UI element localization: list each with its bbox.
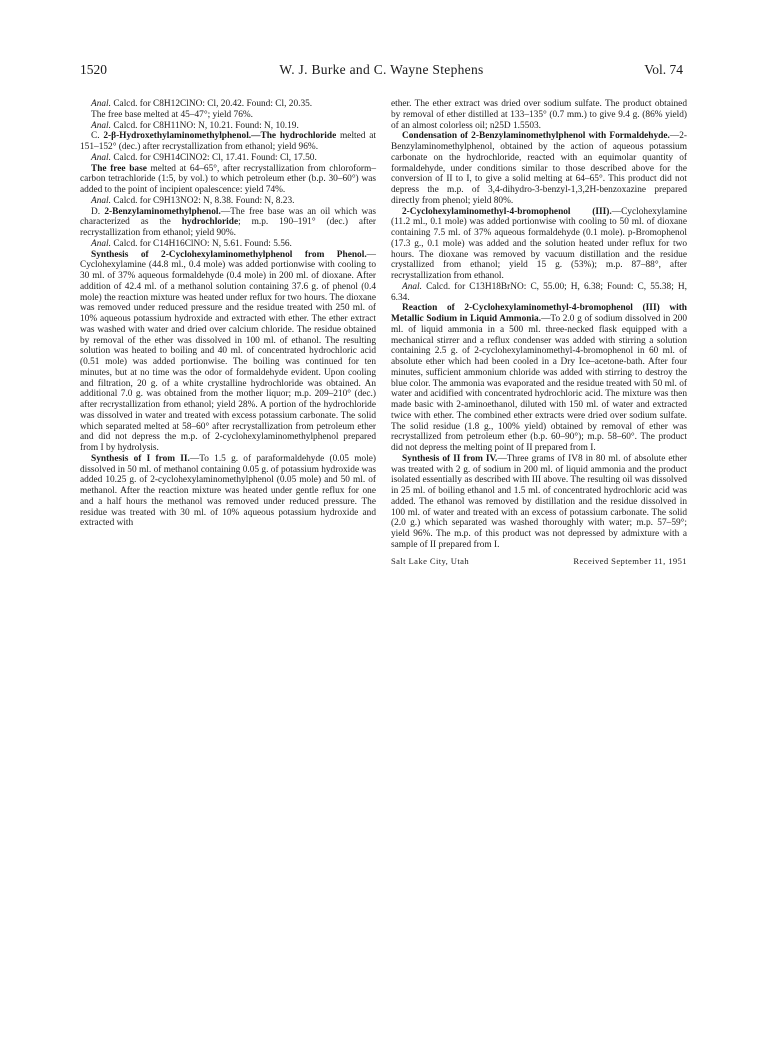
section-heading: Synthesis of I from II. (91, 453, 190, 464)
paragraph: Condensation of 2-Benzylaminomethylphenol with Formaldehyde.—2-Benzylaminomethylphenol, obtained by the action of aqueous potassium carbonate on the hydrochloride, reacted with an equimolar quantity of formaldehyde, under conditions similar to those described above for the conversion of II to I, to give a solid melting at 64–65°. This product did not depress the m.p. of 3,4-dihydro-3-benzyl-1,3,2H-benzoxazine prepared directly from phenol; yield 80%. (391, 131, 687, 206)
analysis-label: Anal. (91, 238, 111, 249)
paragraph: C. 2-β-Hydroxethylaminomethylphenol.—The hydrochloride melted at 151–152° (dec.) after recrystallization from ethanol; yield 96%. (80, 131, 376, 152)
volume-label: Vol. 74 (644, 62, 683, 77)
paragraph: Synthesis of 2-Cyclohexylaminomethylphenol from Phenol.—Cyclohexylamine (44.8 ml., 0.4 mole) was added portionwise with cooling to 30 ml. of 37% aqueous formaldehyde (0.4 mole) in 200 ml. of dioxane. After addition of 42.4 ml. of a methanol solution containing 37.6 g. of phenol (0.4 mole) the reaction mixture was heated under reflux for two hours. The dioxane was removed under reduced pressure and the residue treated with 250 ml. of 10% aqueous potassium hydroxide and extracted with ether. The ether extract was washed with water and dried over calcium chloride. The residue obtained by removal of the ether was dissolved in 100 ml. of ethanol. The resulting solution was heated to boiling and 40 ml. of concentrated hydrochloric acid (0.51 mole) was added portionwise. The boiling was continued for ten minutes, but at no time was the odor of formaldehyde evident. Upon cooling and filtration, 20 g. of a white crystalline hydrochloride was obtained. An additional 7.0 g. was obtained from the mother liquor; m.p. 209–210° (dec.) after recrystallization from ethanol; yield 28%. A portion of the hydrochloride was dissolved in water and treated with excess potassium carbonate. The solid which separated melted at 58–60° after recrystallization from petroleum ether and did not depress the m.p. of 2-cyclohexylaminomethylphenol prepared from I by hydrolysis. (80, 249, 376, 453)
section-heading: The free base (91, 163, 147, 174)
analysis-label: Anal. (91, 152, 111, 163)
paragraph: Anal. Calcd. for C8H12ClNO: Cl, 20.42. Found: Cl, 20.35. (91, 99, 313, 109)
received-date: Received September 11, 1951 (573, 555, 687, 566)
right-column (391, 99, 687, 568)
paragraph: Reaction of 2-Cyclohexylaminomethyl-4-bromophenol (III) with Metallic Sodium in Liquid Ammonia.—To 2.0 g of sodium dissolved in 200 ml. of liquid ammonia in a 500 ml. three-necked flask equipped with a mechanical stirrer and a reflux condenser was added with stirring a solution containing 2.5 g. of 2-cyclohexylaminomethyl-4-bromophenol in 60 ml. of absolute ether which had been cooled in a Dry Ice–acetone-bath. After four minutes, sufficient ammonium chloride was added with stirring to destroy the blue color. The ammonia was evaporated and the residue treated with 50 ml. of water and acidified with concentrated hydrochloric acid. The mixture was then made basic with 2-aminoethanol, diluted with 150 ml. of water and extracted twice with ether. The combined ether extracts were dried over sodium sulfate. The solid residue (1.8 g., 100% yield) obtained by removal of ether was recrystallized from petroleum ether (b.p. 60–90°); m.p. 58–60°. The product did not depress the melting point of II prepared from I. (391, 303, 688, 453)
paragraph: 2-Cyclohexylaminomethyl-4-bromophenol (III).—Cyclohexylamine (11.2 ml., 0.1 mole) was added portionwise with cooling to 50 ml. of dioxane containing 7.5 ml. of 37% aqueous formaldehyde (0.1 mole). p-Bromophenol (17.3 g., 0.1 mole) was added and the solution heated under reflux for two hours. The dioxane was removed by vacuum distillation and the residue crystallized from ethanol; yield 15 g. (53%); m.p. 87–88°, after recrystallization from ethanol. (391, 206, 687, 281)
paragraph: The free base melted at 45–47°; yield 76%. (91, 109, 254, 120)
paragraph: Anal. Calcd. for C9H13NO2: N, 8.38. Found: N, 8.23. (91, 195, 295, 206)
analysis-label: Anal. (91, 120, 111, 131)
running-title: W. J. Burke and C. Wayne Stephens (279, 62, 484, 77)
footer-city: Salt Lake City, Utah (391, 555, 470, 566)
paragraph: The free base melted at 64–65°, after recrystallization from chloroform–carbon tetrachloride (1:5, by vol.) to which petroleum ether (b.p. 30–60°) was added to the point of incipient opalescence: yield 74%. (80, 163, 376, 195)
paragraph: ether. The ether extract was dried over sodium sulfate. The product obtained by removal of ether distilled at 133–135° (0.7 mm.) to give 9.4 g. (86% yield) of an almost colorless oil; n25D 1.5503. (391, 99, 687, 131)
section-heading: Reaction of 2-Cyclohexylaminomethyl-4-bromophenol (III) with Metallic Sodium in Liquid Ammonia. (391, 303, 687, 324)
section-heading: 2-Benzylaminomethylphenol. (104, 206, 221, 217)
section-heading: hydrochloride (181, 217, 239, 228)
left-column (80, 99, 376, 529)
paragraph: Anal. Calcd. for C14H16ClNO: N, 5.61. Found: 5.56. (91, 238, 292, 249)
section-heading: Synthesis of 2-Cyclohexylaminomethylphenol from Phenol. (91, 249, 367, 260)
section-heading: Synthesis of II from IV. (402, 453, 498, 464)
analysis-label: Anal. (91, 99, 111, 109)
paragraph: D. 2-Benzylaminomethylphenol.—The free base was an oil which was characterized as the hydrochloride; m.p. 190–191° (dec.) after recrystallization from ethanol; yield 90%. (80, 206, 376, 238)
paragraph: Anal. Calcd. for C9H14ClNO2: Cl, 17.41. Found: Cl, 17.50. (91, 152, 317, 163)
paragraph: Anal. Calcd. for C13H18BrNO: C, 55.00; H, 6.38; Found: C, 55.38; H, 6.34. (391, 281, 687, 303)
paragraph: Synthesis of II from IV.—Three grams of IV8 in 80 ml. of absolute ether was treated with 2 g. of sodium in 200 ml. of liquid ammonia and the product isolated essentially as described with III above. The resulting oil was dissolved in 25 ml. of boiling ethanol and 1.5 ml. of concentrated hydrochloric acid was added. The ethanol was removed by distillation and the residue dissolved in 100 ml. of water and treated with an excess of potassium carbonate. The solid (2.0 g.) which separated was washed thoroughly with water; m.p. 57–59°; yield 96%. The m.p. of this product was not depressed by admixture with a sample of II prepared from I. (391, 453, 687, 550)
section-heading: Condensation of 2-Benzylaminomethylphenol with Formaldehyde. (402, 131, 670, 142)
paragraph: Anal. Calcd. for C8H11NO: N, 10.21. Found: N, 10.19. (91, 120, 299, 131)
article-footer (391, 556, 687, 568)
section-heading: 2-Cyclohexylaminomethyl-4-bromophenol (III). (402, 206, 612, 217)
analysis-label: Anal. (402, 281, 422, 292)
running-header (80, 62, 683, 82)
section-heading: 2-β-Hydroxethylaminomethylphenol.—The hydrochloride (103, 131, 337, 142)
analysis-label: Anal. (91, 195, 111, 206)
page-number: 1520 (80, 62, 107, 77)
paragraph: Synthesis of I from II.—To 1.5 g. of paraformaldehyde (0.05 mole) dissolved in 50 ml. of methanol containing 0.05 g. of potassium hydroxide was added 10.25 g. of 2-cyclohexylaminomethylphenol (0.05 mole) and 50 ml. of methanol. After the reaction mixture was heated under gentle reflux for one and a half hours the methanol was removed under reduced pressure. The residue was treated with 30 ml. of 10% aqueous potassium hydroxide and extracted with (80, 453, 376, 529)
